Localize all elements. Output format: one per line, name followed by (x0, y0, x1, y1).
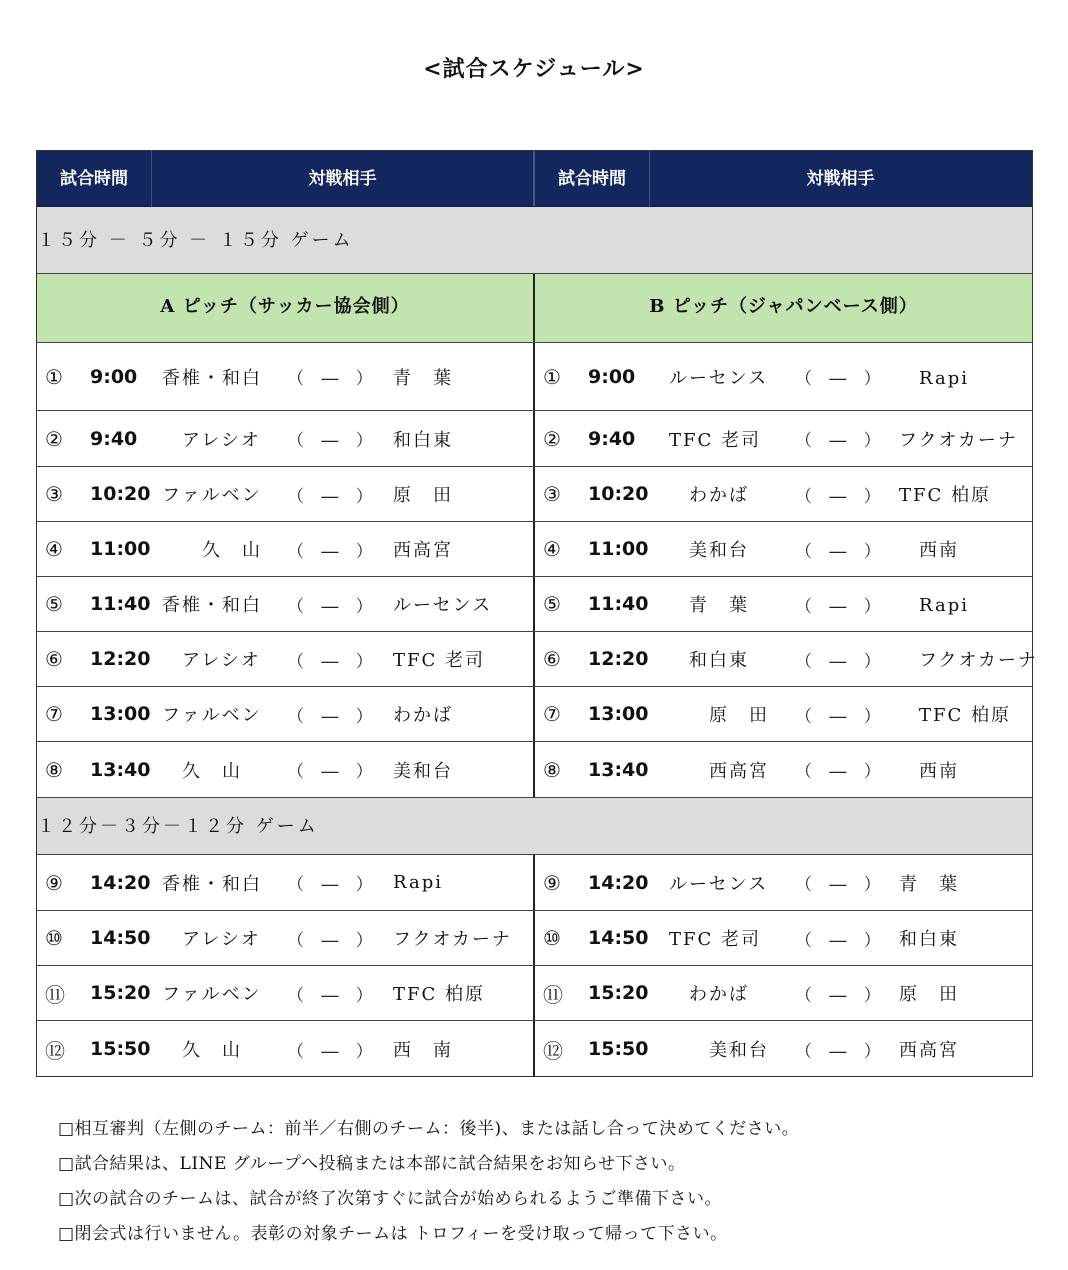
match-b (535, 467, 1032, 521)
header-row (37, 151, 1032, 207)
score-placeholder: （ ― ） (287, 369, 379, 389)
away-team: 和白東 (899, 929, 959, 950)
match-time: 11:00 (90, 538, 151, 560)
away-team: 青 葉 (899, 873, 959, 895)
score-placeholder: （ ― ） (287, 596, 379, 617)
home-team: 香椎・和白 (162, 595, 262, 616)
match-time: 13:40 (588, 758, 649, 781)
match-number: ⑨ (45, 870, 63, 895)
header-time-right: 試合時間 (535, 151, 650, 207)
away-team: Rapi (899, 367, 969, 389)
match-a (37, 467, 533, 521)
match-row (37, 742, 1032, 798)
score-placeholder: （ ― ） (287, 651, 379, 672)
match-number: ⑩ (45, 926, 63, 950)
match-b (535, 855, 1032, 910)
score-placeholder: （ ― ） (287, 762, 379, 782)
score-placeholder: （ ― ） (795, 930, 887, 951)
home-team: 美和台 (669, 1040, 769, 1061)
score-placeholder: （ ― ） (287, 930, 379, 951)
match-time: 15:20 (90, 982, 151, 1004)
match-time: 13:00 (90, 703, 151, 725)
match-a (37, 687, 533, 741)
note-item: □閉会式は行いません。表彰の対象チームは トロフィーを受け取って帰って下さい。 (58, 1224, 728, 1244)
match-row (37, 343, 1032, 411)
match-b (535, 1021, 1032, 1077)
match-number: ③ (45, 482, 63, 506)
pitch-row (37, 274, 1032, 343)
match-b (535, 577, 1032, 631)
match-time: 12:20 (90, 648, 151, 670)
away-team: 原 田 (393, 485, 453, 506)
match-time: 14:50 (588, 927, 649, 949)
away-team: わかば (393, 705, 453, 726)
match-a (37, 966, 533, 1020)
match-a (37, 911, 533, 965)
home-team: ファルベン (162, 485, 262, 506)
home-team: 久 山 (162, 1040, 242, 1061)
away-team: 美和台 (393, 760, 453, 782)
note-item: □試合結果は、LINE グループへ投稿または本部に試合結果をお知らせ下さい。 (58, 1154, 686, 1174)
match-time: 11:40 (588, 593, 649, 615)
home-team: アレシオ (162, 650, 261, 671)
away-team: フクオカーナ (899, 650, 1038, 671)
score-placeholder: （ ― ） (795, 985, 887, 1006)
page-title: <試合スケジュール> (423, 56, 645, 82)
score-placeholder: （ ― ） (795, 369, 887, 389)
match-b (535, 522, 1032, 576)
away-team: ルーセンス (393, 595, 493, 616)
match-a (37, 742, 533, 797)
match-b (535, 632, 1038, 686)
away-team: 西高宮 (899, 1040, 959, 1061)
match-a (37, 1021, 533, 1077)
match-b (535, 966, 1032, 1020)
score-placeholder: （ ― ） (287, 985, 379, 1006)
score-placeholder: （ ― ） (287, 875, 379, 895)
away-team: 西高宮 (393, 540, 453, 561)
note-item: □相互審判（左側のチーム：前半／右側のチーム：後半)、または話し合って決めてください。 (58, 1119, 800, 1139)
match-b (535, 687, 1032, 741)
schedule-table (36, 150, 1038, 1077)
away-team: TFC 柏原 (393, 984, 485, 1005)
format-band-1: １５分 － ５分 － １５分 ゲーム (37, 207, 1032, 274)
match-a (37, 577, 533, 631)
home-team: TFC 老司 (669, 929, 761, 950)
match-number: ⑩ (543, 926, 561, 950)
match-row (37, 577, 1032, 632)
score-placeholder: （ ― ） (287, 541, 379, 562)
match-time: 13:00 (588, 703, 649, 725)
match-row (37, 467, 1032, 522)
away-team: 西南 (899, 540, 959, 561)
home-team: 美和台 (669, 540, 749, 561)
match-number: ③ (543, 482, 561, 506)
match-a (37, 855, 533, 910)
match-row (37, 966, 1032, 1021)
home-team: 和白東 (669, 650, 749, 671)
away-team: フクオカーナ (899, 429, 1018, 451)
score-placeholder: （ ― ） (795, 486, 887, 507)
away-team: 青 葉 (393, 367, 453, 389)
away-team: 西南 (899, 760, 959, 782)
match-time: 10:20 (90, 483, 151, 505)
match-number: ④ (45, 537, 63, 561)
score-placeholder: （ ― ） (287, 431, 379, 451)
away-team: TFC 柏原 (899, 705, 1011, 726)
header-opponent-left: 対戦相手 (308, 169, 377, 189)
pitch-b-label: B ピッチ（ジャパンベース側） (649, 296, 918, 317)
match-number: ⑤ (543, 592, 561, 616)
away-team: フクオカーナ (393, 929, 512, 950)
match-number: ② (543, 426, 561, 451)
away-team: TFC 柏原 (899, 485, 991, 506)
match-time: 12:20 (588, 648, 649, 670)
home-team: ファルベン (162, 984, 262, 1005)
match-time: 10:20 (588, 483, 649, 505)
match-number: ⑤ (45, 592, 63, 616)
match-time: 15:50 (588, 1038, 649, 1060)
home-team: わかば (669, 984, 749, 1005)
format-band-2: １２分－３分－１２分 ゲーム (37, 798, 1032, 855)
match-number: ⑨ (543, 870, 561, 895)
home-team: 久 山 (162, 540, 262, 561)
match-a (37, 522, 533, 576)
match-row (37, 1021, 1032, 1077)
match-time: 11:00 (588, 538, 649, 560)
match-b (535, 411, 1032, 466)
match-number: ① (45, 364, 63, 389)
match-row (37, 687, 1032, 742)
score-placeholder: （ ― ） (287, 1041, 379, 1062)
home-team: TFC 老司 (669, 429, 761, 451)
header-time-left: 試合時間 (37, 151, 152, 207)
match-number: ⑪ (543, 982, 563, 1007)
match-a (37, 343, 533, 410)
pitch-a-label: A ピッチ（サッカー協会側） (160, 296, 410, 317)
home-team: ルーセンス (669, 873, 769, 895)
home-team: 香椎・和白 (162, 873, 262, 895)
match-time: 14:20 (588, 871, 649, 894)
home-team: アレシオ (162, 929, 261, 950)
away-team: Rapi (393, 872, 443, 893)
score-placeholder: （ ― ） (795, 651, 887, 672)
score-placeholder: （ ― ） (795, 706, 887, 727)
match-number: ⑥ (543, 647, 561, 671)
home-team: わかば (669, 485, 749, 506)
match-time: 11:40 (90, 593, 151, 615)
match-time: 9:00 (90, 365, 138, 388)
score-placeholder: （ ― ） (795, 596, 887, 617)
score-placeholder: （ ― ） (795, 431, 887, 451)
match-number: ⑧ (543, 757, 561, 782)
match-time: 14:20 (90, 871, 151, 894)
match-time: 9:40 (588, 427, 636, 450)
match-time: 9:00 (588, 365, 636, 388)
match-row (37, 911, 1032, 966)
match-row (37, 855, 1032, 911)
home-team: ルーセンス (669, 367, 769, 389)
score-placeholder: （ ― ） (795, 762, 887, 782)
match-number: ⑥ (45, 647, 63, 671)
header-opponent-right: 対戦相手 (806, 169, 875, 189)
match-b (535, 911, 1032, 965)
match-number: ④ (543, 537, 561, 561)
home-team: 久 山 (162, 760, 242, 782)
match-time: 13:40 (90, 758, 151, 781)
away-team: Rapi (899, 595, 969, 616)
match-number: ⑫ (543, 1038, 563, 1063)
score-placeholder: （ ― ） (795, 541, 887, 562)
match-time: 15:20 (588, 982, 649, 1004)
home-team: 原 田 (669, 705, 769, 726)
match-b (535, 343, 1032, 410)
home-team: アレシオ (162, 429, 261, 451)
match-a (37, 411, 533, 466)
away-team: TFC 老司 (393, 650, 485, 671)
away-team: 和白東 (393, 429, 453, 451)
home-team: 青 葉 (669, 595, 749, 616)
score-placeholder: （ ― ） (795, 875, 887, 895)
home-team: 香椎・和白 (162, 367, 262, 389)
match-b (535, 742, 1032, 797)
match-row (37, 411, 1032, 467)
match-number: ② (45, 426, 63, 451)
match-number: ⑪ (45, 982, 65, 1007)
match-time: 14:50 (90, 927, 151, 949)
match-number: ⑧ (45, 757, 63, 782)
match-row (37, 522, 1032, 577)
home-team: 西高宮 (669, 760, 769, 782)
match-number: ⑫ (45, 1038, 65, 1063)
away-team: 西 南 (393, 1040, 453, 1061)
match-time: 9:40 (90, 427, 138, 450)
match-row (37, 632, 1038, 687)
notes (58, 1112, 1038, 1252)
score-placeholder: （ ― ） (287, 486, 379, 507)
match-time: 15:50 (90, 1038, 151, 1060)
score-placeholder: （ ― ） (795, 1041, 887, 1062)
note-item: □次の試合のチームは、試合が終了次第すぐに試合が始められるようご準備下さい。 (58, 1189, 723, 1209)
match-number: ⑦ (543, 702, 561, 726)
away-team: 原 田 (899, 984, 959, 1005)
match-number: ① (543, 364, 561, 389)
score-placeholder: （ ― ） (287, 706, 379, 727)
match-a (37, 632, 533, 686)
home-team: ファルベン (162, 705, 262, 726)
match-number: ⑦ (45, 702, 63, 726)
